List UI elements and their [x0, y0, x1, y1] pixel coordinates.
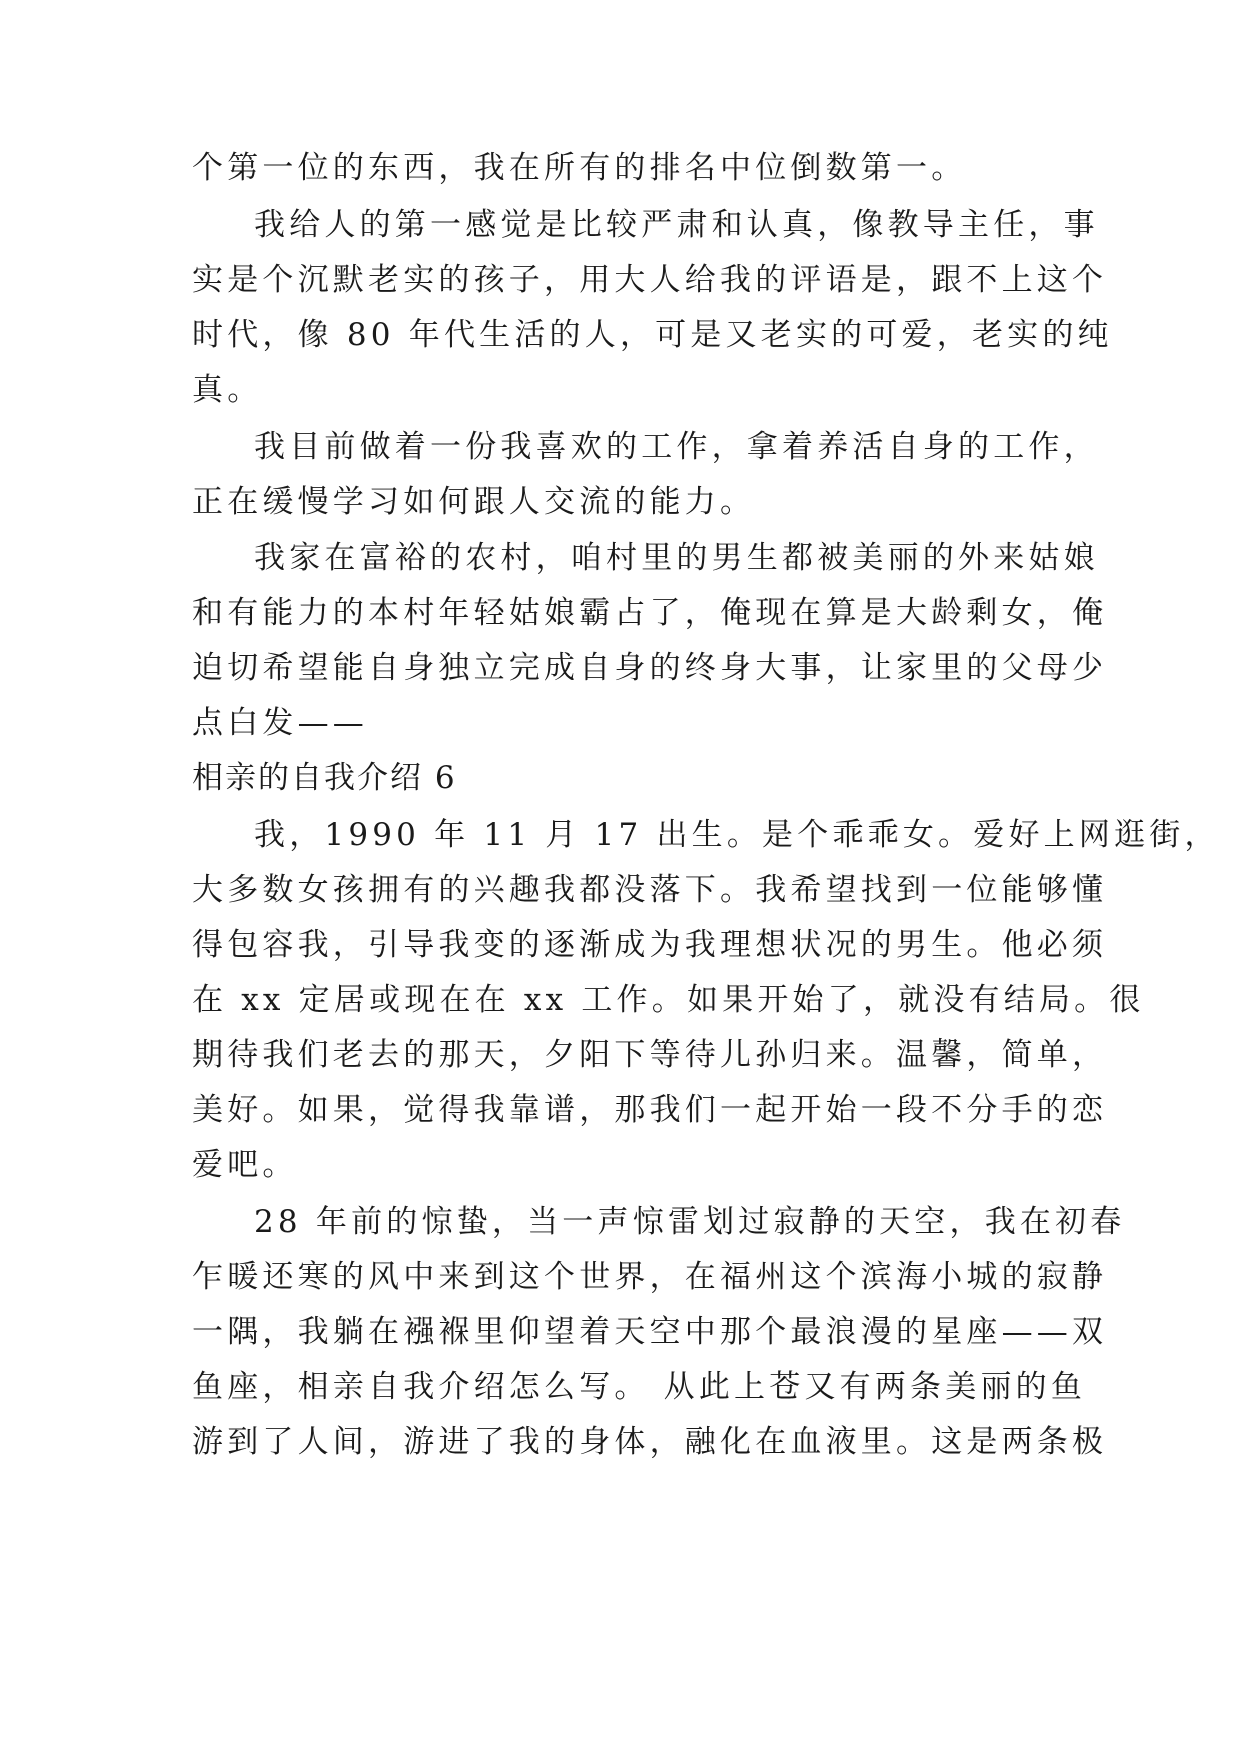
- text-line: 点白发——: [192, 705, 368, 741]
- text-line: 真。: [192, 372, 263, 408]
- paragraph-first-line: 28 年前的惊蛰，当一声惊雷划过寂静的天空，我在初春: [254, 1204, 1126, 1240]
- text-line: 实是个沉默老实的孩子，用大人给我的评语是，跟不上这个: [192, 262, 1108, 298]
- text-line: 个第一位的东西，我在所有的排名中位倒数第一。: [192, 150, 967, 186]
- text-line: 时代，像 80 年代生活的人，可是又老实的可爱，老实的纯: [192, 317, 1113, 353]
- text-line: 游到了人间，游进了我的身体，融化在血液里。这是两条极: [192, 1424, 1108, 1460]
- text-line: 正在缓慢学习如何跟人交流的能力。: [192, 484, 756, 520]
- text-line: 迫切希望能自身独立完成自身的终身大事，让家里的父母少: [192, 650, 1108, 686]
- section-heading: 相亲的自我介绍 6: [192, 760, 457, 796]
- paragraph-first-line: 我，1990 年 11 月 17 出生。是个乖乖女。爱好上网逛街，: [254, 817, 1220, 853]
- text-line: 期待我们老去的那天，夕阳下等待儿孙归来。温馨，简单，: [192, 1037, 1108, 1073]
- paragraph-first-line: 我给人的第一感觉是比较严肃和认真，像教导主任，事: [254, 207, 1099, 243]
- text-line: 一隅，我躺在襁褓里仰望着天空中那个最浪漫的星座——双: [192, 1314, 1108, 1350]
- text-line: 得包容我，引导我变的逐渐成为我理想状况的男生。他必须: [192, 927, 1108, 963]
- text-line: 和有能力的本村年轻姑娘霸占了，俺现在算是大龄剩女，俺: [192, 595, 1108, 631]
- text-line: 在 xx 定居或现在在 xx 工作。如果开始了，就没有结局。很: [192, 982, 1145, 1018]
- text-line: 爱吧。: [192, 1147, 298, 1183]
- text-line: 美好。如果，觉得我靠谱，那我们一起开始一段不分手的恋: [192, 1092, 1108, 1128]
- text-line: 大多数女孩拥有的兴趣我都没落下。我希望找到一位能够懂: [192, 872, 1108, 908]
- paragraph-first-line: 我目前做着一份我喜欢的工作，拿着养活自身的工作，: [254, 429, 1099, 465]
- paragraph-first-line: 我家在富裕的农村，咱村里的男生都被美丽的外来姑娘: [254, 540, 1099, 576]
- text-line: 乍暖还寒的风中来到这个世界，在福州这个滨海小城的寂静: [192, 1259, 1108, 1295]
- text-line: 鱼座，相亲自我介绍怎么写。 从此上苍又有两条美丽的鱼: [192, 1369, 1087, 1405]
